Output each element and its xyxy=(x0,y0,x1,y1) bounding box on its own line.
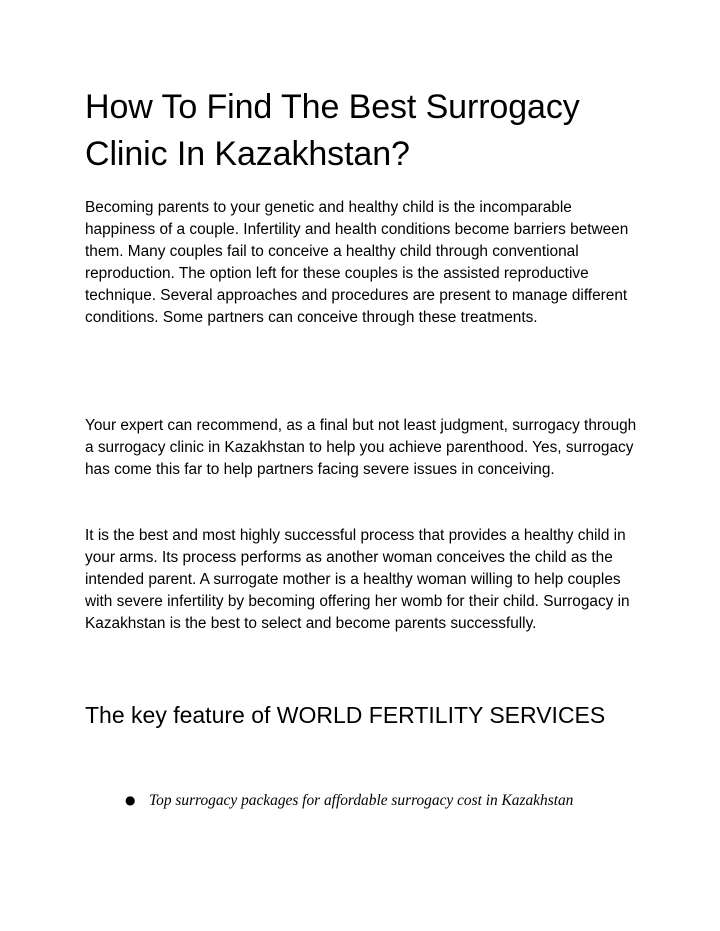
list-item-text: Top surrogacy packages for affordable surrogacy cost in Kazakhstan xyxy=(149,792,574,809)
feature-list xyxy=(125,785,605,816)
paragraph-process: It is the best and most highly successful process that provides a healthy child in your arms. Its process performs as another woman conceives the child as the intended parent. A surrogate mother is a healthy woman willing to help couples with severe infertility by becoming offering her womb for their child. Surrogacy in Kazakhstan is the best to select and become parents successfully. xyxy=(85,527,630,632)
section-heading: The key feature of WORLD FERTILITY SERVICES xyxy=(85,702,606,728)
document-title: How To Find The Best Surrogacy Clinic In Kazakhstan? xyxy=(85,88,580,173)
bullet-icon: ● xyxy=(125,793,136,807)
list-item xyxy=(125,785,605,816)
paragraph-intro: Becoming parents to your genetic and healthy child is the incomparable happiness of a couple. Infertility and health conditions become barriers between them. Many couples fail to conceive a healthy child through conventional reproduction. The option left for these couples is the assisted reproductive technique. Several approaches and procedures are present to manage different conditions. Some partners can conceive through these treatments. xyxy=(85,199,629,326)
paragraph-recommendation: Your expert can recommend, as a final but not least judgment, surrogacy through a surrogacy clinic in Kazakhstan to help you achieve parenthood. Yes, surrogacy has come this far to help partners facing severe issues in conceiving. xyxy=(85,417,637,478)
